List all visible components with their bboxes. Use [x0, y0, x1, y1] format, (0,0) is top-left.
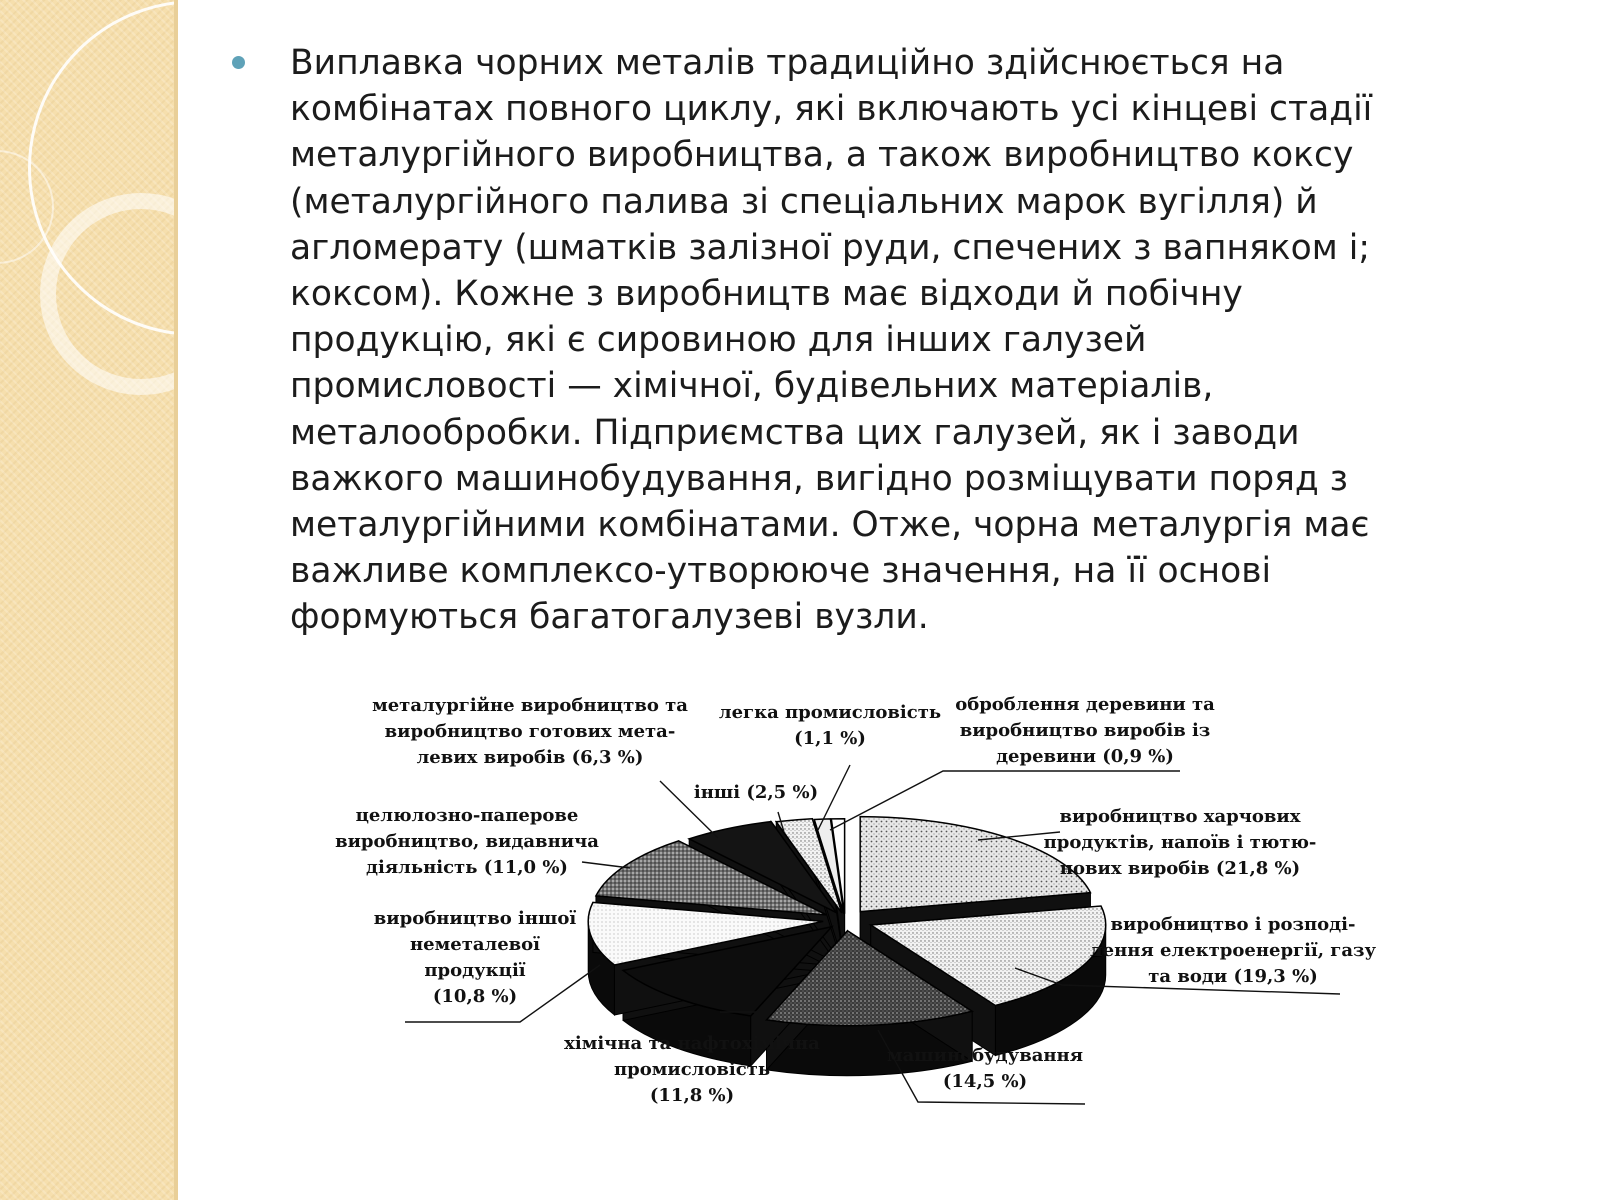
- paragraph-line: промисловості — хімічної, будівельних матеріалів,: [290, 366, 1214, 407]
- pie-slice-label-line: виробництво і розподі-: [1110, 914, 1356, 935]
- pie-slice-label: [374, 908, 577, 1007]
- paragraph-line: (металургійного палива зі спеціальних марок вугілля) й: [290, 181, 1318, 222]
- pie-slice-label-line: виробництво харчових: [1059, 806, 1301, 827]
- pie-slice-label-line: легка промисловість: [718, 702, 942, 723]
- pie-slice-label-line: деревини (0,9 %): [996, 746, 1174, 767]
- pie-slice-label-line: виробництво готових мета-: [384, 721, 676, 742]
- paragraph-line: металургійного виробництва, а також виробництво коксу: [290, 135, 1354, 176]
- pie-slice-label-line: виробництво виробів із: [959, 720, 1211, 741]
- pie-slice-label: [372, 695, 688, 768]
- pie-slice-label-line: неметалевої: [409, 934, 541, 955]
- paragraph-line: агломерату (шматків залізної руди, спечених з вапняком і;: [290, 227, 1370, 268]
- pie-slice-label: [1090, 914, 1376, 987]
- pie-slice-label-line: металургійне виробництво та: [372, 695, 688, 716]
- pie-slice-label: [694, 782, 818, 803]
- pie-slice-label-line: целюлозно-паперове: [355, 805, 579, 826]
- pie-slice-label-line: (1,1 %): [794, 728, 866, 749]
- paragraph-line: важливе комплексо-утворююче значення, на її основі: [290, 551, 1272, 592]
- pie-slice-label-line: промисловість: [613, 1059, 771, 1080]
- paragraph-line: металургійними комбінатами. Отже, чорна металургія має: [290, 505, 1370, 546]
- pie-slice-label-line: діяльність (11,0 %): [366, 857, 568, 878]
- paragraph-line: коксом). Кожне з виробництв має відходи й побічну: [290, 274, 1243, 315]
- pie-slice-label: [719, 702, 941, 749]
- pie-slice-label-line: оброблення деревини та: [955, 694, 1215, 715]
- paragraph-line: продукцію, які є сировиною для інших галузей: [290, 320, 1147, 361]
- pie-slice-label-line: хімічна та нафтохімічна: [564, 1033, 820, 1054]
- body-paragraph: [290, 40, 1572, 641]
- pie-slice-label-line: виробництво, видавнича: [335, 831, 599, 852]
- paragraph-line: формуються багатогалузеві вузли.: [290, 597, 929, 638]
- paragraph-line: важкого машинобудування, вигідно розміщувати поряд з: [290, 458, 1349, 499]
- slide-content: [232, 40, 1572, 641]
- pie-slice-label-line: машинобудування: [886, 1045, 1084, 1066]
- pie-slice-label-line: (10,8 %): [432, 986, 518, 1007]
- paragraph-line: металообробки. Підприємства цих галузей, як і заводи: [290, 412, 1300, 453]
- pie-leader-line: [582, 862, 630, 868]
- pie-slice-label-line: лення електроенергії, газу: [1089, 940, 1377, 961]
- pie-slice-label-line: та води (19,3 %): [1148, 966, 1318, 987]
- pie-slice-label-line: нових виробів (21,8 %): [1059, 858, 1301, 879]
- pie-slice-label-line: левих виробів (6,3 %): [416, 747, 644, 768]
- pie-slice-tops: [588, 817, 1106, 1026]
- pie-slice-label-line: інші (2,5 %): [693, 782, 819, 803]
- pie-slice-label-line: продукції: [424, 960, 526, 981]
- pie-slice-label-line: продуктів, напоїв і тютю-: [1043, 832, 1317, 853]
- industry-structure-pie-chart: [0, 680, 1600, 1150]
- pie-slice-label: [335, 805, 599, 878]
- paragraph-line: Виплавка чорних металів традиційно здійснюється на: [290, 43, 1285, 83]
- bullet-dot-icon: [232, 56, 245, 69]
- pie-slice-label: [955, 694, 1215, 767]
- pie-slice-label: [1044, 806, 1317, 879]
- pie-slice-label-line: (14,5 %): [942, 1071, 1028, 1092]
- pie-slice-label-line: виробництво іншої: [373, 908, 577, 929]
- pie-slice-label-line: (11,8 %): [649, 1085, 735, 1106]
- paragraph-line: комбінатах повного циклу, які включають усі кінцеві стадії: [290, 89, 1373, 130]
